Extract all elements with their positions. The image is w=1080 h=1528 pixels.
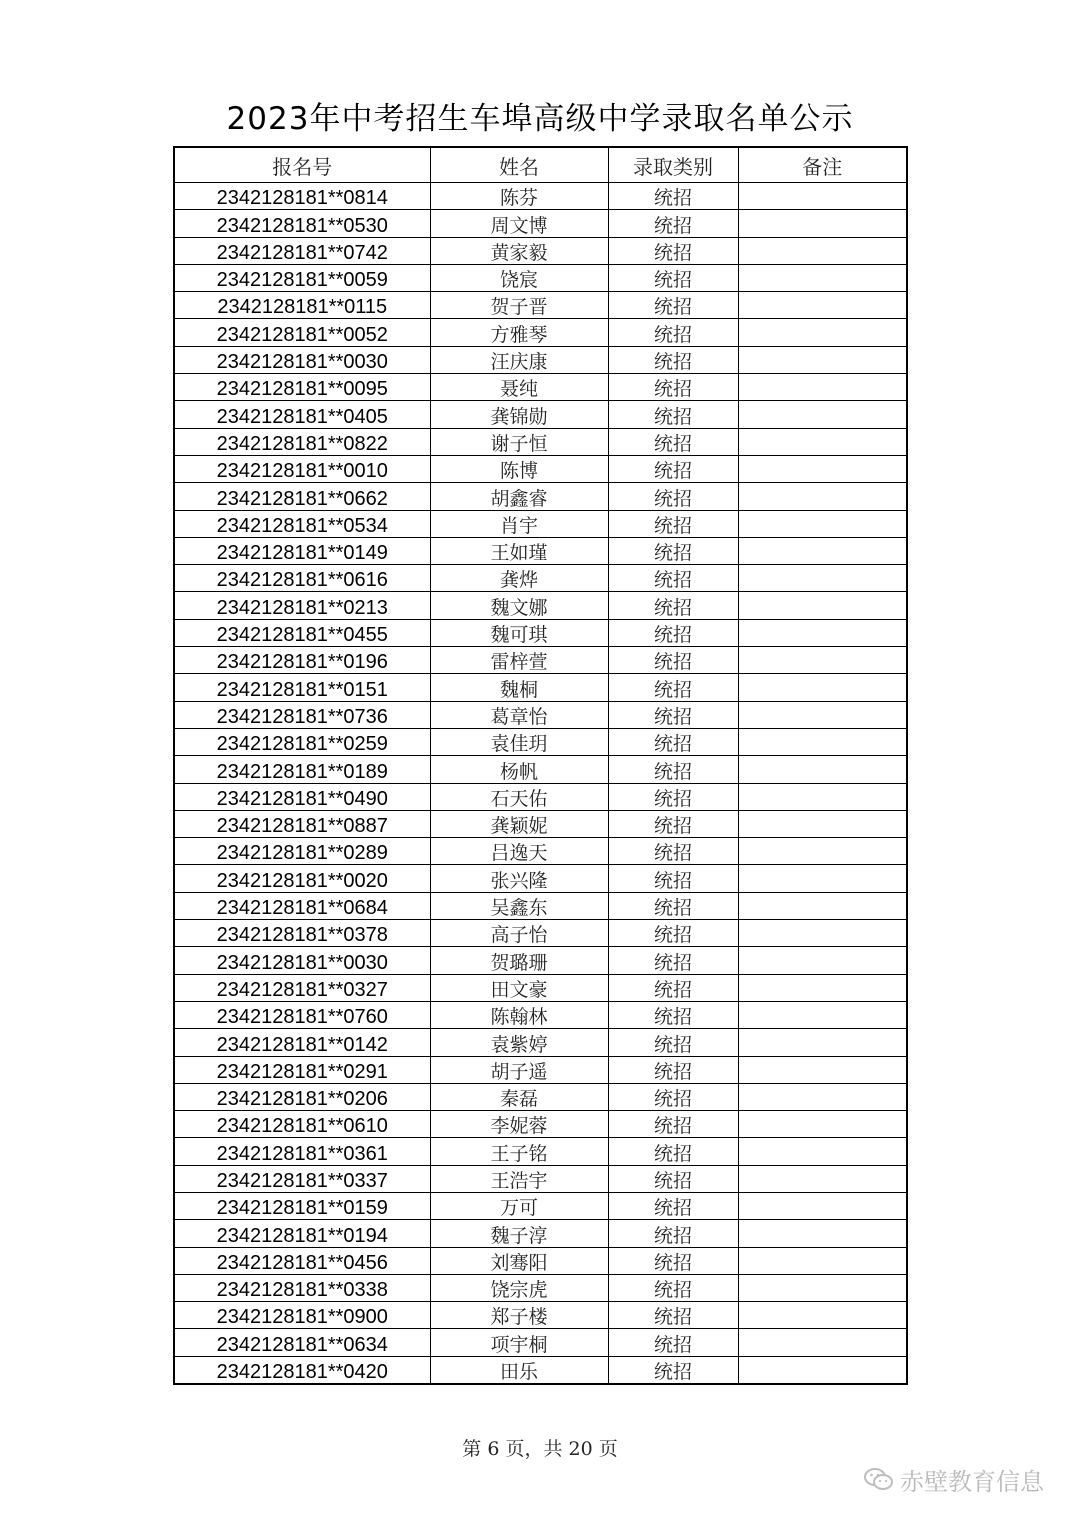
admission-type-cell: 统招 <box>608 1356 738 1384</box>
table-row <box>174 401 907 428</box>
admission-type-cell: 统招 <box>608 1165 738 1192</box>
admission-type-cell: 统招 <box>608 1138 738 1165</box>
registration-id-cell: 2342128181**0291 <box>174 1056 430 1083</box>
admission-type-cell: 统招 <box>608 701 738 728</box>
admission-type-cell: 统招 <box>608 1083 738 1110</box>
remarks-cell <box>738 264 907 291</box>
student-name-cell: 胡子遥 <box>430 1056 608 1083</box>
registration-id-cell: 2342128181**0115 <box>174 292 430 319</box>
registration-id-cell: 2342128181**0405 <box>174 401 430 428</box>
table-row <box>174 1302 907 1329</box>
student-name-cell: 周文博 <box>430 210 608 237</box>
student-name-cell: 汪庆康 <box>430 346 608 373</box>
admission-type-cell: 统招 <box>608 319 738 346</box>
table-row <box>174 292 907 319</box>
admission-type-cell: 统招 <box>608 592 738 619</box>
student-name-cell: 项宇桐 <box>430 1329 608 1356</box>
admission-type-cell: 统招 <box>608 1111 738 1138</box>
admission-type-cell: 统招 <box>608 810 738 837</box>
remarks-cell <box>738 838 907 865</box>
remarks-cell <box>738 810 907 837</box>
student-name-cell: 秦磊 <box>430 1083 608 1110</box>
registration-id-cell: 2342128181**0194 <box>174 1220 430 1247</box>
remarks-cell <box>738 647 907 674</box>
remarks-cell <box>738 292 907 319</box>
student-name-cell: 魏可琪 <box>430 619 608 646</box>
remarks-cell <box>738 210 907 237</box>
column-header-admission-type: 录取类别 <box>608 147 738 183</box>
watermark <box>864 1462 1044 1497</box>
student-name-cell: 贺子晋 <box>430 292 608 319</box>
admission-type-cell: 统招 <box>608 210 738 237</box>
student-name-cell: 李妮蓉 <box>430 1111 608 1138</box>
remarks-cell <box>738 537 907 564</box>
admission-type-cell: 统招 <box>608 892 738 919</box>
remarks-cell <box>738 728 907 755</box>
registration-id-cell: 2342128181**0378 <box>174 920 430 947</box>
remarks-cell <box>738 237 907 264</box>
table-row <box>174 1138 907 1165</box>
registration-id-cell: 2342128181**0634 <box>174 1329 430 1356</box>
registration-id-cell: 2342128181**0822 <box>174 428 430 455</box>
registration-id-cell: 2342128181**0616 <box>174 565 430 592</box>
registration-id-cell: 2342128181**0189 <box>174 756 430 783</box>
remarks-cell <box>738 1001 907 1028</box>
table-row <box>174 783 907 810</box>
registration-id-cell: 2342128181**0289 <box>174 838 430 865</box>
student-name-cell: 谢子恒 <box>430 428 608 455</box>
registration-id-cell: 2342128181**0490 <box>174 783 430 810</box>
table-row <box>174 619 907 646</box>
registration-id-cell: 2342128181**0213 <box>174 592 430 619</box>
table-row <box>174 1165 907 1192</box>
wechat-icon <box>864 1467 894 1493</box>
admission-type-cell: 统招 <box>608 1192 738 1219</box>
table-row <box>174 892 907 919</box>
page-number: 第 6 页，共 20 页 <box>462 1438 618 1460</box>
table-row <box>174 865 907 892</box>
table-row <box>174 183 907 210</box>
remarks-cell <box>738 1192 907 1219</box>
student-name-cell: 饶宸 <box>430 264 608 291</box>
registration-id-cell: 2342128181**0327 <box>174 974 430 1001</box>
remarks-cell <box>738 974 907 1001</box>
student-name-cell: 郑子楼 <box>430 1302 608 1329</box>
student-name-cell: 杨帆 <box>430 756 608 783</box>
admission-type-cell: 统招 <box>608 947 738 974</box>
table-row <box>174 1274 907 1301</box>
student-name-cell: 胡鑫睿 <box>430 483 608 510</box>
student-name-cell: 陈博 <box>430 455 608 482</box>
remarks-cell <box>738 374 907 401</box>
student-name-cell: 肖宇 <box>430 510 608 537</box>
registration-id-cell: 2342128181**0610 <box>174 1111 430 1138</box>
column-header-remarks: 备注 <box>738 147 907 183</box>
student-name-cell: 聂纯 <box>430 374 608 401</box>
remarks-cell <box>738 783 907 810</box>
table-row <box>174 1220 907 1247</box>
table-row <box>174 1056 907 1083</box>
remarks-cell <box>738 1220 907 1247</box>
remarks-cell <box>738 319 907 346</box>
admission-type-cell: 统招 <box>608 756 738 783</box>
page-title: 2023年中考招生车埠高级中学录取名单公示 <box>226 101 854 137</box>
remarks-cell <box>738 619 907 646</box>
registration-id-cell: 2342128181**0337 <box>174 1165 430 1192</box>
student-name-cell: 袁紫婷 <box>430 1029 608 1056</box>
column-header-registration-id: 报名号 <box>174 147 430 183</box>
table-row <box>174 455 907 482</box>
student-name-cell: 方雅琴 <box>430 319 608 346</box>
student-name-cell: 吴鑫东 <box>430 892 608 919</box>
student-name-cell: 袁佳玥 <box>430 728 608 755</box>
table-row <box>174 1356 907 1384</box>
admission-type-cell: 统招 <box>608 619 738 646</box>
admission-table <box>173 146 908 1385</box>
registration-id-cell: 2342128181**0887 <box>174 810 430 837</box>
table-row <box>174 1029 907 1056</box>
remarks-cell <box>738 756 907 783</box>
registration-id-cell: 2342128181**0530 <box>174 210 430 237</box>
admission-type-cell: 统招 <box>608 728 738 755</box>
table-row <box>174 947 907 974</box>
column-header-name: 姓名 <box>430 147 608 183</box>
table-body <box>174 183 907 1385</box>
table-row <box>174 1001 907 1028</box>
remarks-cell <box>738 183 907 210</box>
table-row <box>174 510 907 537</box>
student-name-cell: 田文豪 <box>430 974 608 1001</box>
student-name-cell: 王如瑾 <box>430 537 608 564</box>
registration-id-cell: 2342128181**0196 <box>174 647 430 674</box>
remarks-cell <box>738 346 907 373</box>
table-row <box>174 319 907 346</box>
student-name-cell: 陈翰林 <box>430 1001 608 1028</box>
admission-type-cell: 统招 <box>608 838 738 865</box>
student-name-cell: 陈芬 <box>430 183 608 210</box>
admission-type-cell: 统招 <box>608 974 738 1001</box>
remarks-cell <box>738 947 907 974</box>
student-name-cell: 雷梓萱 <box>430 647 608 674</box>
admission-type-cell: 统招 <box>608 920 738 947</box>
remarks-cell <box>738 892 907 919</box>
remarks-cell <box>738 455 907 482</box>
student-name-cell: 龚锦勋 <box>430 401 608 428</box>
student-name-cell: 王子铭 <box>430 1138 608 1165</box>
registration-id-cell: 2342128181**0020 <box>174 865 430 892</box>
remarks-cell <box>738 428 907 455</box>
admission-type-cell: 统招 <box>608 1056 738 1083</box>
student-name-cell: 吕逸天 <box>430 838 608 865</box>
remarks-cell <box>738 674 907 701</box>
remarks-cell <box>738 1111 907 1138</box>
remarks-cell <box>738 1274 907 1301</box>
remarks-cell <box>738 1356 907 1384</box>
table-row <box>174 920 907 947</box>
admission-type-cell: 统招 <box>608 1029 738 1056</box>
table-row <box>174 483 907 510</box>
remarks-cell <box>738 920 907 947</box>
table-row <box>174 1247 907 1274</box>
registration-id-cell: 2342128181**0455 <box>174 619 430 646</box>
remarks-cell <box>738 1247 907 1274</box>
admission-type-cell: 统招 <box>608 1220 738 1247</box>
student-name-cell: 魏桐 <box>430 674 608 701</box>
table-row <box>174 1329 907 1356</box>
registration-id-cell: 2342128181**0095 <box>174 374 430 401</box>
remarks-cell <box>738 701 907 728</box>
admission-type-cell: 统招 <box>608 1247 738 1274</box>
table-header-row <box>174 147 907 183</box>
table-row <box>174 701 907 728</box>
admission-type-cell: 统招 <box>608 264 738 291</box>
table-row <box>174 428 907 455</box>
registration-id-cell: 2342128181**0151 <box>174 674 430 701</box>
table-row <box>174 647 907 674</box>
registration-id-cell: 2342128181**0900 <box>174 1302 430 1329</box>
student-name-cell: 龚烨 <box>430 565 608 592</box>
admission-type-cell: 统招 <box>608 346 738 373</box>
student-name-cell: 魏子淳 <box>430 1220 608 1247</box>
remarks-cell <box>738 401 907 428</box>
admission-type-cell: 统招 <box>608 565 738 592</box>
admission-type-cell: 统招 <box>608 183 738 210</box>
registration-id-cell: 2342128181**0142 <box>174 1029 430 1056</box>
student-name-cell: 田乐 <box>430 1356 608 1384</box>
admission-type-cell: 统招 <box>608 483 738 510</box>
remarks-cell <box>738 1083 907 1110</box>
registration-id-cell: 2342128181**0760 <box>174 1001 430 1028</box>
admission-type-cell: 统招 <box>608 674 738 701</box>
registration-id-cell: 2342128181**0059 <box>174 264 430 291</box>
remarks-cell <box>738 1165 907 1192</box>
student-name-cell: 高子怡 <box>430 920 608 947</box>
table-row <box>174 565 907 592</box>
admission-type-cell: 统招 <box>608 537 738 564</box>
admission-type-cell: 统招 <box>608 1302 738 1329</box>
student-name-cell: 饶宗虎 <box>430 1274 608 1301</box>
registration-id-cell: 2342128181**0052 <box>174 319 430 346</box>
table-row <box>174 264 907 291</box>
table-row <box>174 1083 907 1110</box>
registration-id-cell: 2342128181**0662 <box>174 483 430 510</box>
table-row <box>174 237 907 264</box>
table-row <box>174 537 907 564</box>
table-row <box>174 974 907 1001</box>
remarks-cell <box>738 1029 907 1056</box>
student-name-cell: 张兴隆 <box>430 865 608 892</box>
student-name-cell: 王浩宇 <box>430 1165 608 1192</box>
table-row <box>174 810 907 837</box>
remarks-cell <box>738 592 907 619</box>
admission-type-cell: 统招 <box>608 374 738 401</box>
table-row <box>174 674 907 701</box>
remarks-cell <box>738 1329 907 1356</box>
registration-id-cell: 2342128181**0814 <box>174 183 430 210</box>
registration-id-cell: 2342128181**0456 <box>174 1247 430 1274</box>
remarks-cell <box>738 1138 907 1165</box>
table-row <box>174 756 907 783</box>
registration-id-cell: 2342128181**0742 <box>174 237 430 264</box>
admission-type-cell: 统招 <box>608 1274 738 1301</box>
admission-type-cell: 统招 <box>608 783 738 810</box>
table-row <box>174 210 907 237</box>
admission-type-cell: 统招 <box>608 237 738 264</box>
remarks-cell <box>738 565 907 592</box>
student-name-cell: 刘骞阳 <box>430 1247 608 1274</box>
student-name-cell: 龚颖妮 <box>430 810 608 837</box>
admission-type-cell: 统招 <box>608 647 738 674</box>
table-row <box>174 374 907 401</box>
remarks-cell <box>738 1056 907 1083</box>
registration-id-cell: 2342128181**0010 <box>174 455 430 482</box>
table-row <box>174 1192 907 1219</box>
table-row <box>174 838 907 865</box>
remarks-cell <box>738 865 907 892</box>
student-name-cell: 葛章怡 <box>430 701 608 728</box>
registration-id-cell: 2342128181**0420 <box>174 1356 430 1384</box>
table-row <box>174 728 907 755</box>
registration-id-cell: 2342128181**0149 <box>174 537 430 564</box>
registration-id-cell: 2342128181**0030 <box>174 346 430 373</box>
admission-type-cell: 统招 <box>608 1329 738 1356</box>
registration-id-cell: 2342128181**0030 <box>174 947 430 974</box>
remarks-cell <box>738 1302 907 1329</box>
registration-id-cell: 2342128181**0206 <box>174 1083 430 1110</box>
table-row <box>174 1111 907 1138</box>
table-row <box>174 592 907 619</box>
registration-id-cell: 2342128181**0534 <box>174 510 430 537</box>
remarks-cell <box>738 510 907 537</box>
table-row <box>174 346 907 373</box>
admission-type-cell: 统招 <box>608 510 738 537</box>
admission-type-cell: 统招 <box>608 865 738 892</box>
registration-id-cell: 2342128181**0361 <box>174 1138 430 1165</box>
admission-type-cell: 统招 <box>608 292 738 319</box>
registration-id-cell: 2342128181**0338 <box>174 1274 430 1301</box>
student-name-cell: 石天佑 <box>430 783 608 810</box>
registration-id-cell: 2342128181**0684 <box>174 892 430 919</box>
student-name-cell: 黄家毅 <box>430 237 608 264</box>
student-name-cell: 贺璐珊 <box>430 947 608 974</box>
student-name-cell: 万可 <box>430 1192 608 1219</box>
admission-type-cell: 统招 <box>608 428 738 455</box>
watermark-text: 赤壁教育信息 <box>900 1468 1044 1496</box>
registration-id-cell: 2342128181**0159 <box>174 1192 430 1219</box>
registration-id-cell: 2342128181**0259 <box>174 728 430 755</box>
remarks-cell <box>738 483 907 510</box>
admission-type-cell: 统招 <box>608 401 738 428</box>
registration-id-cell: 2342128181**0736 <box>174 701 430 728</box>
admission-type-cell: 统招 <box>608 1001 738 1028</box>
student-name-cell: 魏文娜 <box>430 592 608 619</box>
admission-type-cell: 统招 <box>608 455 738 482</box>
